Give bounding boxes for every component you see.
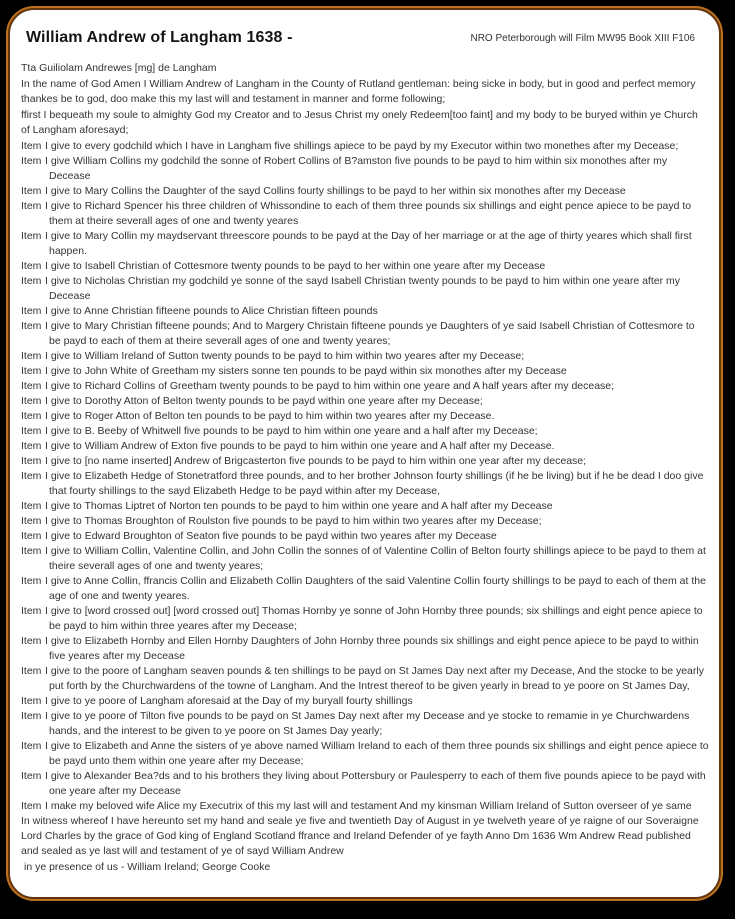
bequest-item — [21, 439, 709, 454]
page-title: William Andrew of Langham 1638 - — [26, 29, 293, 46]
witness-clause: In witness whereof I have hereunto set my hand and seale ye five and twentieth Day of August in ye twelveth yeare of ye raigne of our Soveraigne Lord Charles by the grace of God king of England Scotland ffrance and Ireland Defender of ye fayth Anno Dm 1636 Wm Andrew Read published and sealed as ye last will and testament of ye of sayd William Andrew — [21, 815, 699, 857]
bequest-item — [21, 769, 709, 799]
document-body — [10, 47, 719, 875]
bequest-item — [21, 409, 709, 424]
item-label: Item — [21, 395, 42, 407]
item-label: Item — [21, 575, 42, 587]
bequest-item — [21, 259, 709, 274]
item-label: Item — [21, 365, 42, 377]
bequest-item — [21, 454, 709, 469]
item-label: Item — [21, 230, 42, 242]
item-text: I give to Nicholas Christian my godchild ye sonne of the sayd Isabell Christian twenty pounds to be payd to him within one yeare after my Decease — [45, 275, 680, 302]
will-transcription-page — [8, 8, 721, 899]
item-text: I give to Edward Broughton of Seaton five pounds to be payd within two yeares after my Decease — [45, 530, 497, 542]
item-label: Item — [21, 425, 42, 437]
item-label: Item — [21, 500, 42, 512]
bequest-item — [21, 664, 709, 694]
item-label: Item — [21, 635, 42, 647]
bequest-item — [21, 799, 709, 814]
bequest-item — [21, 574, 709, 604]
bequest-item — [21, 304, 709, 319]
bequest-item — [21, 139, 709, 154]
bequest-item — [21, 634, 709, 664]
presence-line: in ye presence of us - William Ireland; George Cooke — [24, 861, 271, 873]
item-label: Item — [21, 140, 42, 152]
item-text: I give to Richard Collins of Greetham twenty pounds to be payd to him within one yeare and A half years after my decease; — [45, 380, 615, 392]
item-text: I give to Thomas Broughton of Roulston five pounds to be payd to him within two yeares after my Decease; — [45, 515, 542, 527]
item-label: Item — [21, 740, 42, 752]
item-text: I give to Mary Christian fifteene pounds; And to Margery Christain fifteene pounds ye Daughters of ye said Isabell Christian of Cottesmore to be payd to each of them at theire severall ages of one and twenty yeares; — [45, 320, 695, 347]
item-label: Item — [21, 350, 42, 362]
item-label: Item — [21, 695, 42, 707]
item-label: Item — [21, 275, 42, 287]
bequest-item — [21, 739, 709, 769]
bequest-item — [21, 469, 709, 499]
bequest-item — [21, 319, 709, 349]
item-label: Item — [21, 470, 42, 482]
preamble-paragraph: In the name of God Amen I William Andrew of Langham in the County of Rutland gentleman: being sicke in body, but in good and perfect memory thankes be to god, doo make this my last will and testament in manner and forme following; — [21, 78, 696, 105]
item-text: I give to John White of Greetham my sisters sonne ten pounds to be payd within six monothes after my Decease — [45, 365, 567, 377]
bequest-item — [21, 604, 709, 634]
bequest-item — [21, 154, 709, 184]
item-label: Item — [21, 545, 42, 557]
item-text: I give to B. Beeby of Whitwell five pounds to be payd to him within one yeare and a half after my Decease; — [45, 425, 538, 437]
item-text: I give to Dorothy Atton of Belton twenty pounds to be payd within one yeare after my Decease; — [45, 395, 483, 407]
bequest-item — [21, 379, 709, 394]
item-text: I give to William Ireland of Sutton twenty pounds to be payd to him within two yeares after my Decease; — [45, 350, 525, 362]
item-label: Item — [21, 380, 42, 392]
item-label: Item — [21, 605, 42, 617]
item-label: Item — [21, 305, 42, 317]
item-text: I give to the poore of Langham seaven pounds & ten shillings to be payd on St James Day next after my Decease, And the stocke to be yearly put forth by the Churchwardens of the towne of Langham. And the Intrest thereof to be given yearly in bread to ye poore on St James Day, — [45, 665, 704, 692]
item-text: I give to Anne Christian fifteene pounds to Alice Christian fifteen pounds — [45, 305, 378, 317]
bequest-item — [21, 394, 709, 409]
item-label: Item — [21, 410, 42, 422]
item-text: I give to ye poore of Tilton five pounds to be payd on St James Day next after my Decease and ye stocke to remamie in ye Churchwardens hands, and the interest to be given to ye poore on St James Day yearly; — [45, 710, 690, 737]
item-label: Item — [21, 185, 42, 197]
bequest-item — [21, 274, 709, 304]
item-text: I give to ye poore of Langham aforesaid at the Day of my buryall fourty shillings — [45, 695, 413, 707]
item-text: I give to [word crossed out] [word crossed out] Thomas Hornby ye sonne of John Hornby three pounds; six shillings and eight pence apiece to be payd to him within three yeares after my Decease; — [45, 605, 703, 632]
bequest-item — [21, 349, 709, 364]
item-label: Item — [21, 665, 42, 677]
bequest-item — [21, 364, 709, 379]
item-text: I give to Elizabeth and Anne the sisters of ye above named William Ireland to each of them three pounds six shillings and eight pence apiece to be payd unto them within one yeare after my Decease; — [45, 740, 709, 767]
bequest-item — [21, 694, 709, 709]
bequest-item — [21, 184, 709, 199]
item-text: I give to William Collin, Valentine Collin, and John Collin the sonnes of of Valentine Collin of Belton fourty shillings apiece to be payd to them at theire severall ages of one and twenty yeares; — [45, 545, 706, 572]
item-label: Item — [21, 800, 42, 812]
item-text: I give to [no name inserted] Andrew of Brigcasterton five pounds to be payd to him within one year after my decease; — [45, 455, 587, 467]
item-text: I make my beloved wife Alice my Executrix of this my last will and testament And my kinsman William Ireland of Sutton overseer of ye same — [45, 800, 692, 812]
item-text: I give to every godchild which I have in Langham five shillings apiece to be payd by my Executor within two monethes after my Decease; — [45, 140, 679, 152]
soul-bequest-paragraph: ffirst I bequeath my soule to almighty God my Creator and to Jesus Christ my onely Redeem[too faint] and my body to be buryed within ye Church of Langham aforesayd; — [21, 109, 698, 136]
item-text: I give William Collins my godchild the sonne of Robert Collins of B?amston five pounds to be payd to him within six monothes after my Decease — [45, 155, 668, 182]
item-text: I give to Thomas Liptret of Norton ten pounds to be payd to him within one yeare and A half after my Decease — [45, 500, 553, 512]
bequest-item — [21, 514, 709, 529]
item-text: I give to Anne Collin, ffrancis Collin and Elizabeth Collin Daughters of the said Valentine Collin fourty shillings to be payd to each of them at the age of one and twenty yeares. — [45, 575, 706, 602]
page-header — [10, 10, 719, 47]
item-text: I give to Alexander Bea?ds and to his brothers they living about Pottersbury or Paulesperry to each of them five pounds apiece to be payd with one yeare after my Decease — [45, 770, 706, 797]
archive-reference: NRO Peterborough will Film MW95 Book XIII F106 — [470, 33, 695, 44]
item-label: Item — [21, 200, 42, 212]
bequest-item — [21, 544, 709, 574]
item-text: I give to Elizabeth Hornby and Ellen Hornby Daughters of John Hornby three pounds six shillings and eight pence apiece to be payd to within five yeares after my Decease — [45, 635, 699, 662]
bequest-item — [21, 529, 709, 544]
item-label: Item — [21, 770, 42, 782]
item-label: Item — [21, 320, 42, 332]
probate-line: Tta Guiliolam Andrewes [mg] de Langham — [21, 62, 217, 74]
item-label: Item — [21, 530, 42, 542]
bequest-item — [21, 424, 709, 439]
item-text: I give to Elizabeth Hedge of Stonetratford three pounds, and to her brother Johnson fourty shillings (if he be living) but if he be dead I doo give that fourty shillings to the sayd Elizabeth Hedge to be payd within after my Decease, — [45, 470, 704, 497]
item-label: Item — [21, 440, 42, 452]
item-label: Item — [21, 455, 42, 467]
item-text: I give to Richard Spencer his three children of Whissondine to each of them three pounds six shillings and eight pence apiece to be payd to them at theire severall ages of one and twenty yeares — [45, 200, 692, 227]
item-label: Item — [21, 710, 42, 722]
bequest-item — [21, 229, 709, 259]
item-text: I give to Isabell Christian of Cottesmore twenty pounds to be payd to her within one yeare after my Decease — [45, 260, 546, 272]
bequest-item — [21, 709, 709, 739]
bequest-item — [21, 199, 709, 229]
item-label: Item — [21, 515, 42, 527]
item-text: I give to Mary Collins the Daughter of the sayd Collins fourty shillings to be payd to her within six monothes after my Decease — [45, 185, 626, 197]
item-text: I give to William Andrew of Exton five pounds to be payd to him within one yeare and A half after my Decease. — [45, 440, 555, 452]
item-label: Item — [21, 155, 42, 167]
bequest-item — [21, 499, 709, 514]
item-text: I give to Mary Collin my maydservant threescore pounds to be payd at the Day of her marriage or at the age of thirty yeares which shall first happen. — [45, 230, 692, 257]
item-text: I give to Roger Atton of Belton ten pounds to be payd to him within two yeares after my Decease. — [45, 410, 495, 422]
item-label: Item — [21, 260, 42, 272]
